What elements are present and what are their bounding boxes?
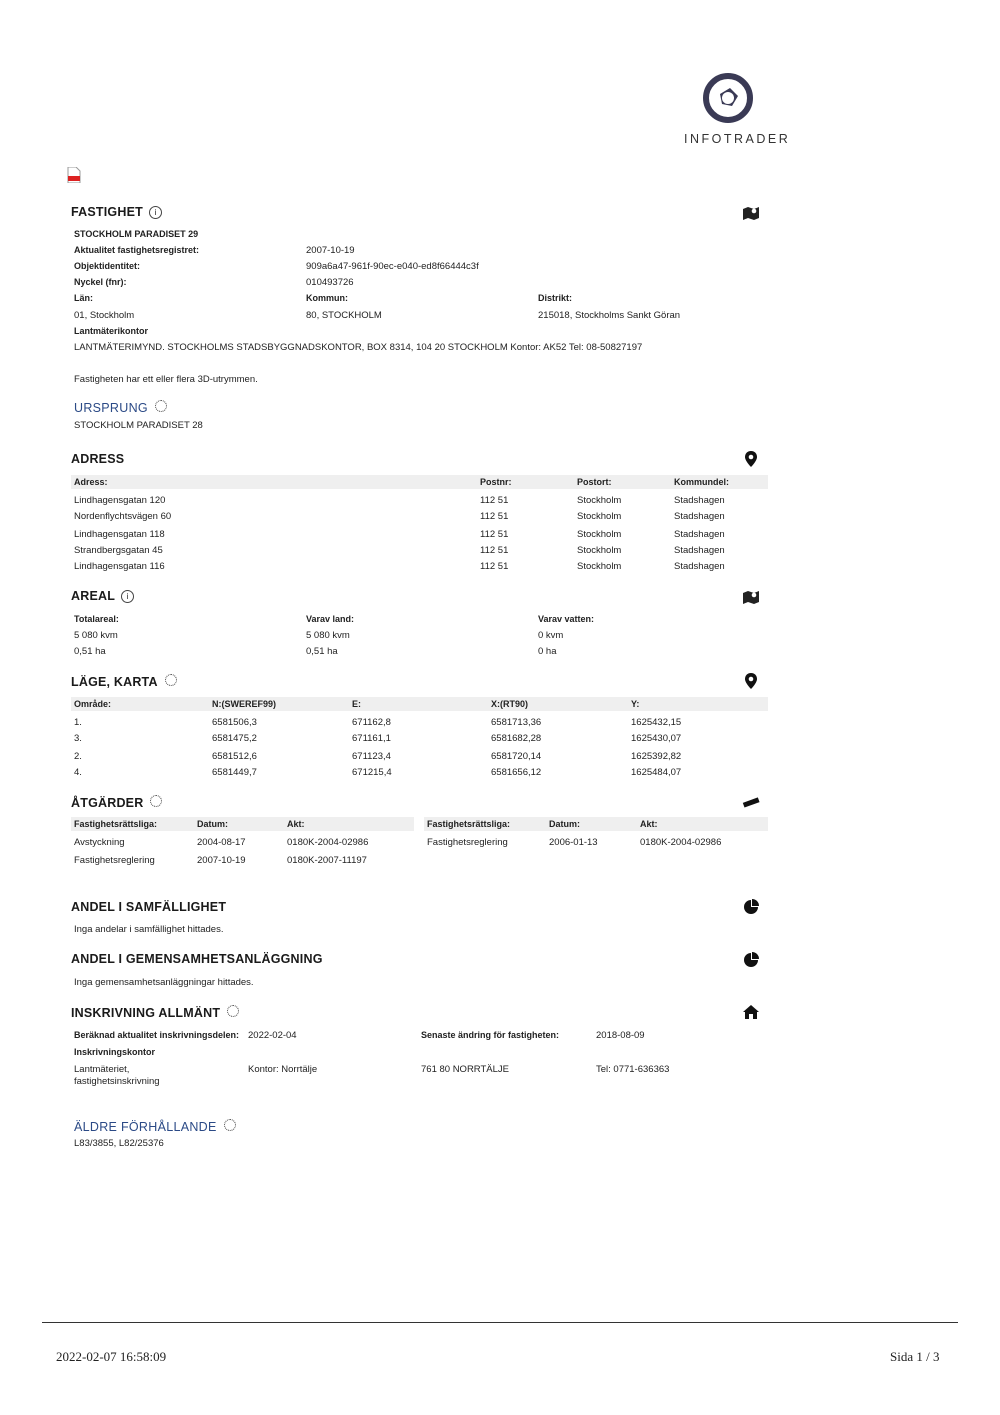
info-icon[interactable]: i bbox=[149, 206, 162, 219]
n-cell: 6581506,3 bbox=[212, 717, 257, 728]
y-cell: 1625484,07 bbox=[631, 767, 682, 778]
atgarder-title: ÅTGÄRDER bbox=[71, 796, 144, 810]
adress-header-bar bbox=[71, 475, 768, 489]
atgard-date-cell: 2007-10-19 bbox=[197, 855, 246, 866]
lage-title: LÄGE, KARTA bbox=[71, 675, 158, 689]
x-cell: 6581656,12 bbox=[491, 767, 542, 778]
ursprung-heading bbox=[74, 400, 167, 415]
areal-title: AREAL bbox=[71, 589, 116, 603]
y-cell: 1625430,07 bbox=[631, 733, 682, 744]
fastighetsrattsliga-header: Fastighetsrättsliga: bbox=[74, 819, 158, 829]
e-cell: 671161,1 bbox=[352, 733, 391, 744]
postnr-col-header: Postnr: bbox=[480, 477, 512, 487]
postort-cell: Stockholm bbox=[577, 545, 622, 556]
omrade-cell: 4. bbox=[74, 767, 82, 778]
atgard-type-cell: Avstyckning bbox=[74, 837, 125, 848]
n-sweref-header: N:(SWEREF99) bbox=[212, 699, 277, 709]
infotrader-wordmark: INFOTRADER bbox=[684, 132, 791, 146]
fastighet-title: FASTIGHET bbox=[71, 205, 143, 219]
y-header: Y: bbox=[631, 699, 640, 709]
inskrivning-title: INSKRIVNING ALLMÄNT bbox=[71, 1006, 221, 1020]
omrade-cell: 3. bbox=[74, 733, 82, 744]
inskrivningskontor-label: Inskrivningskontor bbox=[74, 1047, 156, 1057]
omrade-header: Område: bbox=[74, 699, 112, 709]
atgard-type-cell: Fastighetsreglering bbox=[427, 837, 508, 848]
e-cell: 671123,4 bbox=[352, 751, 391, 762]
adress-cell: Lindhagensgatan 120 bbox=[74, 495, 166, 506]
inskrivning-heading bbox=[71, 1005, 239, 1020]
objektidentitet-value: 909a6a47-961f-90ec-e040-ed8f66444c3f bbox=[306, 261, 479, 272]
areal-heading bbox=[71, 589, 134, 603]
omrade-cell: 2. bbox=[74, 751, 82, 762]
omrade-cell: 1. bbox=[74, 717, 82, 728]
nyckel-label: Nyckel (fnr): bbox=[74, 277, 127, 287]
y-cell: 1625432,15 bbox=[631, 717, 682, 728]
infotrader-logo-mark bbox=[682, 66, 772, 126]
totalareal-ha: 0,51 ha bbox=[74, 646, 106, 657]
postnr-cell: 112 51 bbox=[480, 561, 509, 572]
kommun-label: Kommun: bbox=[306, 293, 348, 303]
lantmateri-label: Lantmäterikontor bbox=[74, 326, 149, 336]
lantmateri-value: LANTMÄTERIMYND. STOCKHOLMS STADSBYGGNADSKONTOR, BOX 8314, 104 20 STOCKHOLM Kontor: AK52 Tel: 08-50827197 bbox=[74, 342, 643, 353]
history-icon[interactable] bbox=[227, 1005, 239, 1017]
aldre-title: ÄLDRE FÖRHÅLLANDE bbox=[74, 1120, 217, 1134]
footer-timestamp: 2022-02-07 16:58:09 bbox=[56, 1349, 167, 1364]
atgard-date-cell: 2006-01-13 bbox=[549, 837, 598, 848]
kommundel-cell: Stadshagen bbox=[674, 511, 725, 522]
senaste-label: Senaste ändring för fastigheten: bbox=[421, 1030, 560, 1040]
map-icon[interactable] bbox=[742, 205, 760, 221]
kontor-tel: Tel: 0771-636363 bbox=[596, 1064, 670, 1075]
adress-title: ADRESS bbox=[71, 452, 125, 466]
nyckel-value: 010493726 bbox=[306, 277, 354, 288]
vatten-ha: 0 ha bbox=[538, 646, 557, 657]
property-name: STOCKHOLM PARADISET 29 bbox=[74, 229, 199, 239]
objektidentitet-label: Objektidentitet: bbox=[74, 261, 141, 271]
fastighet-heading bbox=[71, 205, 162, 219]
home-icon[interactable] bbox=[742, 1004, 760, 1020]
kommundel-cell: Stadshagen bbox=[674, 561, 725, 572]
atgard-akt-cell: 0180K-2004-02986 bbox=[287, 837, 369, 848]
kommundel-cell: Stadshagen bbox=[674, 529, 725, 540]
lage-header-bar bbox=[71, 697, 768, 711]
pdf-icon[interactable] bbox=[67, 167, 81, 183]
ruler-icon[interactable] bbox=[742, 795, 760, 811]
akt-header: Akt: bbox=[640, 819, 658, 829]
postort-cell: Stockholm bbox=[577, 511, 622, 522]
lan-label: Län: bbox=[74, 293, 93, 303]
x-cell: 6581682,28 bbox=[491, 733, 542, 744]
y-cell: 1625392,82 bbox=[631, 751, 682, 762]
datum-header: Datum: bbox=[197, 819, 228, 829]
datum-header: Datum: bbox=[549, 819, 580, 829]
adress-cell: Lindhagensgatan 116 bbox=[74, 561, 165, 572]
footer-page-number: Sida 1 / 3 bbox=[890, 1349, 940, 1364]
land-kvm: 5 080 kvm bbox=[306, 630, 350, 641]
e-header: E: bbox=[352, 699, 361, 709]
kommundel-cell: Stadshagen bbox=[674, 495, 725, 506]
atgarder-heading bbox=[71, 795, 162, 810]
kommundel-cell: Stadshagen bbox=[674, 545, 725, 556]
history-icon[interactable] bbox=[150, 795, 162, 807]
adress-col-header: Adress: bbox=[74, 477, 108, 487]
pie-chart-icon[interactable] bbox=[743, 952, 761, 968]
n-cell: 6581512,6 bbox=[212, 751, 257, 762]
x-cell: 6581713,36 bbox=[491, 717, 542, 728]
distrikt-value: 215018, Stockholms Sankt Göran bbox=[538, 310, 681, 321]
vatten-kvm: 0 kvm bbox=[538, 630, 564, 641]
postort-cell: Stockholm bbox=[577, 529, 622, 540]
land-ha: 0,51 ha bbox=[306, 646, 338, 657]
kommundel-col-header: Kommundel: bbox=[674, 477, 729, 487]
adress-cell: Lindhagensgatan 118 bbox=[74, 529, 165, 540]
beraknad-value: 2022-02-04 bbox=[248, 1030, 297, 1041]
kontor-name-line1: Lantmäteriet, bbox=[74, 1064, 130, 1075]
ursprung-title: URSPRUNG bbox=[74, 401, 148, 415]
kommun-value: 80, STOCKHOLM bbox=[306, 310, 382, 321]
aktualitet-value: 2007-10-19 bbox=[306, 245, 355, 256]
info-icon[interactable]: i bbox=[121, 590, 134, 603]
infotrader-logo bbox=[682, 66, 791, 150]
atgard-type-cell: Fastighetsreglering bbox=[74, 855, 155, 866]
map-icon[interactable] bbox=[742, 589, 760, 605]
n-cell: 6581475,2 bbox=[212, 733, 257, 744]
e-cell: 671162,8 bbox=[352, 717, 391, 728]
lage-heading bbox=[71, 674, 177, 689]
location-pin-icon[interactable] bbox=[744, 451, 762, 467]
postort-col-header: Postort: bbox=[577, 477, 612, 487]
senaste-value: 2018-08-09 bbox=[596, 1030, 645, 1041]
totalareal-kvm: 5 080 kvm bbox=[74, 630, 118, 641]
history-icon[interactable] bbox=[165, 674, 177, 686]
samfallighet-text: Inga andelar i samfällighet hittades. bbox=[74, 924, 224, 935]
postort-cell: Stockholm bbox=[577, 561, 622, 572]
kontor-address: 761 80 NORRTÄLJE bbox=[421, 1064, 510, 1075]
pie-chart-icon[interactable] bbox=[743, 899, 761, 915]
footer-divider bbox=[42, 1322, 958, 1323]
aldre-value: L83/3855, L82/25376 bbox=[74, 1138, 164, 1149]
distrikt-label: Distrikt: bbox=[538, 293, 573, 303]
n-cell: 6581449,7 bbox=[212, 767, 257, 778]
postnr-cell: 112 51 bbox=[480, 511, 509, 522]
aldre-heading bbox=[74, 1119, 236, 1134]
gemensamhet-text: Inga gemensamhetsanläggningar hittades. bbox=[74, 977, 254, 988]
adress-cell: Nordenflychtsvägen 60 bbox=[74, 511, 172, 522]
history-icon[interactable] bbox=[155, 400, 167, 412]
totalareal-header: Totalareal: bbox=[74, 614, 119, 624]
varav-vatten-header: Varav vatten: bbox=[538, 614, 595, 624]
gemensamhet-title: ANDEL I GEMENSAMHETSANLÄGGNING bbox=[71, 952, 323, 966]
aktualitet-label: Aktualitet fastighetsregistret: bbox=[74, 245, 200, 255]
postnr-cell: 112 51 bbox=[480, 529, 509, 540]
x-cell: 6581720,14 bbox=[491, 751, 542, 762]
postnr-cell: 112 51 bbox=[480, 545, 509, 556]
varav-land-header: Varav land: bbox=[306, 614, 355, 624]
akt-header: Akt: bbox=[287, 819, 305, 829]
ursprung-value: STOCKHOLM PARADISET 28 bbox=[74, 420, 203, 431]
atgard-akt-cell: 0180K-2004-02986 bbox=[640, 837, 722, 848]
history-icon[interactable] bbox=[224, 1119, 236, 1131]
postort-cell: Stockholm bbox=[577, 495, 622, 506]
kontor-name-line2: fastighetsinskrivning bbox=[74, 1076, 160, 1087]
adress-cell: Strandbergsgatan 45 bbox=[74, 545, 163, 556]
x-rt90-header: X:(RT90) bbox=[491, 699, 529, 709]
location-pin-icon[interactable] bbox=[744, 673, 762, 689]
lan-value: 01, Stockholm bbox=[74, 310, 135, 321]
postnr-cell: 112 51 bbox=[480, 495, 509, 506]
beraknad-label: Beräknad aktualitet inskrivningsdelen: bbox=[74, 1030, 240, 1040]
samfallighet-title: ANDEL I SAMFÄLLIGHET bbox=[71, 900, 227, 914]
fastighet-note: Fastigheten har ett eller flera 3D-utrymmen. bbox=[74, 374, 258, 385]
atgard-date-cell: 2004-08-17 bbox=[197, 837, 246, 848]
fastighetsrattsliga-header: Fastighetsrättsliga: bbox=[427, 819, 511, 829]
atgard-akt-cell: 0180K-2007-11197 bbox=[287, 855, 367, 866]
kontor-value: Kontor: Norrtälje bbox=[248, 1064, 318, 1075]
e-cell: 671215,4 bbox=[352, 767, 392, 778]
